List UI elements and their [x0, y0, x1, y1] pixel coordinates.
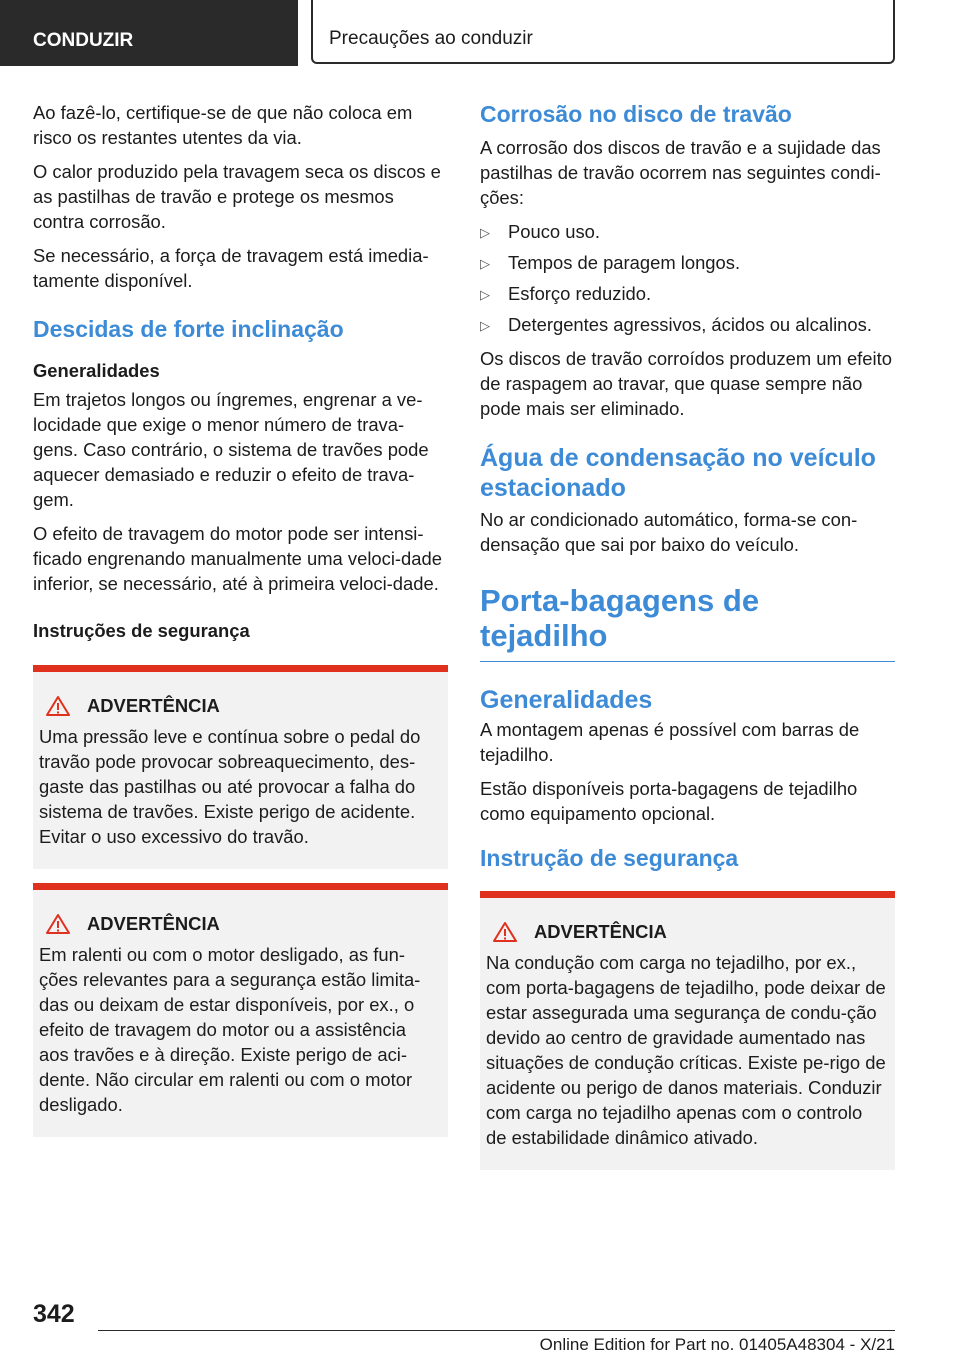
warning-box [33, 883, 448, 1137]
paragraph: Ao fazê-lo, certifique-se de que não coloca em risco os restantes utentes da via. [33, 102, 413, 148]
warning-title: ADVERTÊNCIA [534, 921, 667, 942]
edition-note: Online Edition for Part no. 01405A48304 - X/21 [539, 1335, 895, 1354]
warning-text: Na condução com carga no tejadilho, por ex., com porta-bagagens de tejadilho, pode deixar de estar assegurada uma segurança de condu-ção devido ao centro de gravidade aumentado nas situações de condução críticas. Existe pe-rigo de acidente ou perigo de danos materiais. Conduzir com carga no tejadilho apenas com o controlo de estabilidade dinâmico ativado. [486, 952, 886, 1148]
bullet-triangle-icon: ▷ [480, 287, 490, 302]
heading-generalidades: Generalidades [480, 686, 653, 714]
chapter-title: Porta-bagagens de tejadilho [480, 583, 760, 653]
footer-divider [98, 1330, 895, 1331]
subheading-safety: Instruções de segurança [33, 620, 250, 641]
list-item: ▷ Tempos de paragem longos. [480, 250, 895, 275]
subheading-generalidades: Generalidades [33, 360, 160, 381]
list-item: ▷ Pouco uso. [480, 219, 895, 244]
page-header [0, 0, 960, 66]
bullet-list [480, 219, 895, 337]
left-column [33, 100, 448, 1137]
heading-agua: Água de condensação no veículo estacionado [480, 444, 876, 502]
paragraph: O efeito de travagem do motor pode ser intensi-ficado engrenando manualmente uma veloci-dade inferior, se necessário, até à primeira veloci-dade. [33, 523, 442, 594]
warning-box [480, 891, 895, 1170]
paragraph: O calor produzido pela travagem seca os discos e as pastilhas de travão e protege os mesmos contra corrosão. [33, 161, 441, 232]
paragraph: Em trajetos longos ou íngremes, engrenar a ve-locidade que exige o menor número de trava-gens. Caso contrário, o sistema de travões pode aquecer demasiado e reduzir o efeito de trava-gem. [33, 389, 429, 510]
paragraph: No ar condicionado automático, forma-se con-densação que sai por baixo do veículo. [480, 509, 858, 555]
paragraph: A montagem apenas é possível com barras de tejadilho. [480, 719, 860, 765]
warning-triangle-icon [45, 913, 71, 935]
warning-title: ADVERTÊNCIA [87, 913, 220, 934]
warning-triangle-icon [492, 921, 518, 943]
warning-box [33, 665, 448, 869]
warning-triangle-icon [45, 695, 71, 717]
heading-corrosao: Corrosão no disco de travão [480, 101, 792, 127]
paragraph: Os discos de travão corroídos produzem um efeito de raspagem ao travar, que quase sempre não pode mais ser eliminado. [480, 348, 892, 419]
page-number: 342 [33, 1300, 75, 1328]
bullet-triangle-icon: ▷ [480, 225, 490, 240]
heading-descidas: Descidas de forte inclinação [33, 316, 344, 342]
right-column [480, 100, 895, 1170]
topic-tab: Precauções ao conduzir [311, 0, 895, 64]
paragraph: A corrosão dos discos de travão e a sujidade das pastilhas de travão ocorrem nas seguintes condi-ções: [480, 137, 881, 208]
list-item: ▷ Esforço reduzido. [480, 281, 895, 306]
bullet-triangle-icon: ▷ [480, 256, 490, 271]
warning-text: Em ralenti ou com o motor desligado, as fun-ções relevantes para a segurança estão limita-das ou deixam de estar disponíveis, por ex., o efeito de travagem do motor ou a assistência aos travões e à direção. Existe perigo de aci-dente. Não circular em ralenti ou com o motor desligado. [39, 944, 421, 1115]
list-item: ▷ Detergentes agressivos, ácidos ou alcalinos. [480, 312, 895, 337]
paragraph: Estão disponíveis porta-bagagens de tejadilho como equipamento opcional. [480, 778, 858, 824]
section-tab: CONDUZIR [0, 0, 298, 66]
bullet-triangle-icon: ▷ [480, 318, 490, 333]
heading-instrucao: Instrução de segurança [480, 845, 739, 871]
paragraph: Se necessário, a força de travagem está imedia-tamente disponível. [33, 245, 429, 291]
warning-title: ADVERTÊNCIA [87, 695, 220, 716]
warning-text: Uma pressão leve e contínua sobre o pedal do travão pode provocar sobreaquecimento, des-gaste das pastilhas ou até provocar a falha do sistema de travões. Existe perigo de acidente. Evitar o uso excessivo do travão. [39, 726, 421, 847]
